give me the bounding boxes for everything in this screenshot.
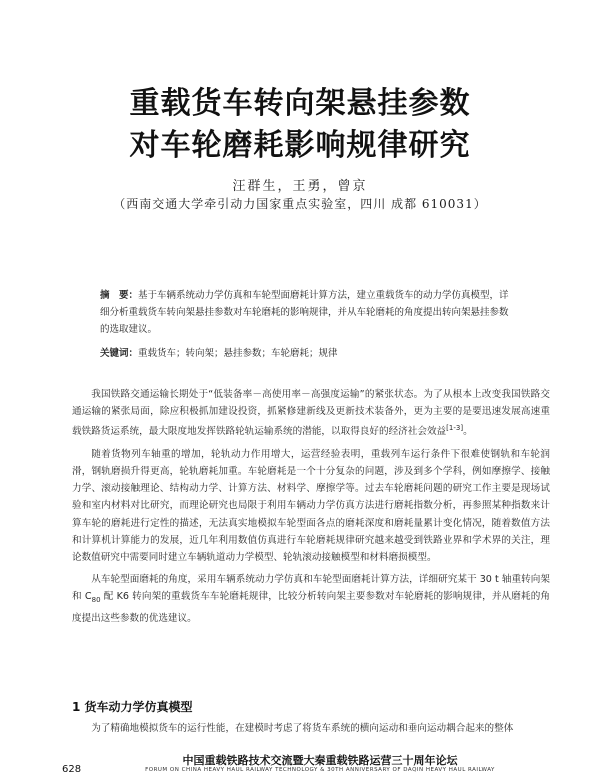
intro-paragraph-1 [72, 386, 550, 441]
subscript: 80 [91, 596, 101, 605]
keywords [100, 345, 510, 362]
page-number: 628 [62, 764, 82, 775]
section-body: 为了精确地模拟货车的运行性能，在建模时考虑了将货车系统的横向运动和垂向运动耦合起来的整体 [91, 723, 514, 734]
intro-p1-end: 。 [463, 426, 473, 438]
abstract-label: 摘 要： [100, 290, 139, 301]
abstract [100, 287, 510, 338]
introduction-body [72, 386, 550, 627]
intro-paragraph-2: 随着货物列车轴重的增加，轮轨动力作用增大，运营经验表明，重载列车运行条件下很难使钢轨和车轮润滑，钢轨磨损升得更高，轮轨磨耗加重。车轮磨耗是一个十分复杂的问题，涉及到多个学科，例如摩擦学、接触力学、滚动接触理论、结构动力学、计算方法、材料学、摩擦学等。过去车轮磨耗问题的研究工作主要是现场试验和室内材料对比研究，而理论研究也局限于利用车辆动力学仿真方法进行磨耗指数分析，再参照某种指数来计算车轮的磨耗进行定性的描述，无法真实地模拟车轮型面各点的磨耗深度和磨耗量累计变化情况，随着数值方法和计算机计算能力的发展，近几年利用数值仿真进行车轮磨耗规律研究越来越受到铁路业界和学术界的关注，理论数值研究中需要同时建立车辆轨道动力学模型、轮轨滚动接触模型和材料磨损模型。 [72, 448, 550, 564]
intro-p1-text: 我国铁路交通运输长期处于“低装备率－高使用率－高强度运输”的紧张状态。为了从根本上改变我国铁路交通运输的紧张局面，除应积极抓加建设投资，抓紧修建新线及更新技术装备外，更为主要的是要迅速发展高速重载铁路货运系统，最大限度地发挥铁路轮轨运输系统的潜能，以取得良好的经济社会效益 [72, 389, 550, 438]
footer-title: 中国重载铁路技术交流暨大秦重载铁路运营三十周年论坛 [182, 754, 458, 767]
affiliation: （西南交通大学牵引动力国家重点实验室，四川 成都 610031） [113, 197, 487, 211]
intro-p3-text-a: 从车轮型面磨耗的角度，采用车辆系统动力学仿真和车轮型面磨耗计算方法，详细研究某干 30 t 轴重转向架和 C [72, 574, 550, 603]
intro-p3-text-b: 配 K6 转向架的重载货车车轮磨耗规律，比较分析转向架主要参数对车轮磨耗的影响规律，并从磨耗的角度提出这些参数的优选建议。 [72, 591, 551, 624]
keywords-text: 重载货车；转向架；悬挂参数；车轮磨耗；规律 [138, 348, 338, 359]
title-line-1: 重载货车转向架悬挂参数 [129, 86, 471, 121]
citation: [1-3] [446, 424, 464, 433]
title-line-2: 对车轮磨耗影响规律研究 [129, 128, 471, 163]
keywords-label: 关键词： [100, 348, 139, 359]
abstract-text: 基于车辆系统动力学仿真和车轮型面磨耗计算方法，建立重载货车的动力学仿真模型，详细分析重载货车转向架悬挂参数对车轮磨耗的影响规律，并从车轮磨耗的角度提出转向架悬挂参数的选取建议。 [100, 290, 509, 335]
footer-subtitle: FORUM ON CHINA HEAVY HAUL RAILWAY TECHNOLOGY & 30TH ANNIVERSARY OF DAQIN HEAVY HAUL RAILWAY [145, 767, 495, 773]
section-heading: 1 货车动力学仿真模型 [72, 700, 193, 714]
intro-paragraph-3 [72, 571, 550, 627]
authors: 汪群生，王勇，曾京 [232, 179, 368, 194]
